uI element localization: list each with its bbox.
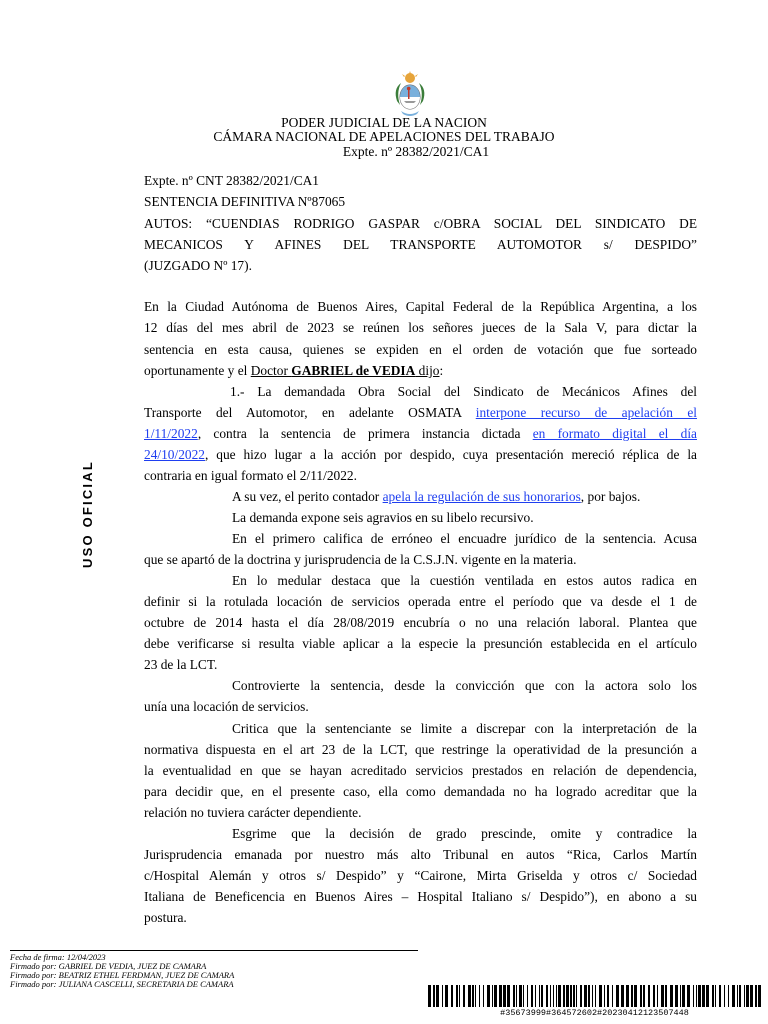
barcode-bar bbox=[675, 985, 678, 1007]
barcode-bar bbox=[523, 985, 524, 1007]
footer-divider bbox=[10, 950, 418, 951]
judge-name bbox=[251, 363, 440, 378]
judgment-link[interactable]: en formato digital el día bbox=[532, 426, 697, 441]
barcode-bar bbox=[595, 985, 596, 1007]
barcode-bar bbox=[463, 985, 465, 1007]
barcode-bar bbox=[516, 985, 517, 1007]
barcode-bar bbox=[535, 985, 536, 1007]
text-run: oportunamente y el bbox=[144, 363, 251, 378]
barcode-bar bbox=[479, 985, 480, 1007]
paragraph-line: Controvierte la sentencia, desde la convicción que con la actora solo los bbox=[232, 678, 697, 693]
barcode-text: #35673999#364572602#20230412123507448 bbox=[500, 1008, 689, 1018]
barcode-bar bbox=[494, 985, 497, 1007]
text-run: dijo bbox=[415, 363, 440, 378]
paragraph-line bbox=[232, 489, 640, 505]
barcode-bar bbox=[719, 985, 721, 1007]
paragraph-line: En el primero califica de erróneo el encuadre jurídico de la sentencia. Acusa bbox=[232, 531, 697, 546]
signature-date: Fecha de firma: 12/04/2023 bbox=[10, 952, 106, 962]
barcode-bar bbox=[539, 985, 540, 1007]
case-autos-line: AUTOS: “CUENDIAS RODRIGO GASPAR c/OBRA SOCIAL DEL SINDICATO DE bbox=[144, 216, 697, 231]
barcode-bar bbox=[531, 985, 533, 1007]
text-run: Doctor bbox=[250, 363, 292, 378]
text-run: Transporte del Automotor, en adelante OSMATA bbox=[144, 405, 476, 420]
barcode-bar bbox=[728, 985, 729, 1007]
barcode-bar bbox=[634, 985, 637, 1007]
barcode-bar bbox=[750, 985, 753, 1007]
case-sentencia: SENTENCIA DEFINITIVA Nº87065 bbox=[144, 194, 346, 209]
barcode-bar bbox=[631, 985, 633, 1007]
text-run: : bbox=[439, 363, 444, 378]
barcode-bar bbox=[661, 985, 664, 1007]
barcode-bar bbox=[724, 985, 725, 1007]
barcode-bar bbox=[755, 985, 757, 1007]
fees-appeal-link[interactable]: apela la regulación de sus honorarios bbox=[382, 489, 581, 504]
barcode-bar bbox=[687, 985, 690, 1007]
paragraph-line: sentencia en esta causa, quienes se expiden en el orden de votación que fue sorteado bbox=[144, 342, 697, 357]
barcode-bar bbox=[746, 985, 749, 1007]
barcode-bar bbox=[456, 985, 458, 1007]
barcode-bar bbox=[499, 985, 502, 1007]
barcode-bar bbox=[475, 985, 476, 1007]
paragraph-line: postura. bbox=[144, 910, 187, 925]
paragraph-line: La demanda expone seis agravios en su libelo recursivo. bbox=[232, 510, 534, 525]
text-run: A su vez, el perito contador bbox=[232, 489, 383, 504]
barcode-bar bbox=[584, 985, 587, 1007]
barcode-bar bbox=[580, 985, 582, 1007]
barcode-bar bbox=[563, 985, 565, 1007]
barcode-bar bbox=[546, 985, 548, 1007]
barcode-bar bbox=[436, 985, 439, 1007]
paragraph-line: Esgrime que la decisión de grado prescinde, omite y contradice la bbox=[232, 826, 697, 841]
barcode-bar bbox=[566, 985, 569, 1007]
barcode-bar bbox=[553, 985, 554, 1007]
barcode-bar bbox=[541, 985, 543, 1007]
text-run: , por bajos. bbox=[580, 489, 641, 504]
paragraph-line: debe verificarse si resulta viable aplicar a la especie la presunción establecida en el artículo bbox=[144, 636, 697, 651]
paragraph-line: 1.- La demandada Obra Social del Sindicato de Mecánicos Afines del bbox=[230, 384, 697, 399]
paragraph-line: que se apartó de la doctrina y jurisprudencia de la C.S.J.N. vigente en la materia. bbox=[144, 552, 577, 567]
barcode-bar bbox=[442, 985, 443, 1007]
barcode-bar bbox=[428, 985, 431, 1007]
barcode-bar bbox=[732, 985, 735, 1007]
barcode-bar bbox=[527, 985, 528, 1007]
barcode-bar bbox=[468, 985, 471, 1007]
paragraph-line: contraria en igual formato el 2/11/2022. bbox=[144, 468, 357, 483]
barcode-bar bbox=[702, 985, 705, 1007]
barcode-bar bbox=[653, 985, 655, 1007]
signature-line: Firmado por: BEATRIZ ETHEL FERDMAN, JUEZ DE CAMARA bbox=[10, 970, 235, 980]
paragraph-line bbox=[144, 426, 697, 442]
text-run: GABRIEL de VEDIA bbox=[291, 363, 416, 378]
paragraph-line: octubre de 2014 hasta el día 28/08/2019 encubría o no una relación laboral. Plantea que bbox=[144, 615, 697, 630]
paragraph-line: normativa dispuesta en el art 23 de la LCT, que restringe la operatividad de la presunción a bbox=[144, 742, 697, 757]
document-barcode bbox=[428, 985, 761, 1007]
paragraph-line: 12 días del mes abril de 2023 se reúnen los señores jueces de la Sala V, para dictar la bbox=[144, 320, 697, 335]
barcode-bar bbox=[698, 985, 701, 1007]
barcode-bar bbox=[483, 985, 484, 1007]
barcode-bar bbox=[507, 985, 510, 1007]
appeal-date-link[interactable]: 1/11/2022 bbox=[144, 426, 198, 441]
barcode-bar bbox=[758, 985, 761, 1007]
case-expte: Expte. nº CNT 28382/2021/CA1 bbox=[144, 173, 320, 188]
barcode-bar bbox=[451, 985, 453, 1007]
coat-of-arms-seal bbox=[389, 71, 431, 119]
paragraph-line: c/Hospital Alemán y otros s/ Despido” y “Cairone, Mirta Griselda y otros c/ Sociedad bbox=[144, 868, 697, 883]
judgment-date-link[interactable]: 24/10/2022 bbox=[144, 447, 206, 462]
header-court: CÁMARA NACIONAL DE APELACIONES DEL TRABAJO bbox=[213, 129, 555, 144]
paragraph-line: En la Ciudad Autónoma de Buenos Aires, Capital Federal de la República Argentina, a los bbox=[144, 299, 697, 314]
paragraph-line bbox=[144, 405, 697, 421]
barcode-bar bbox=[706, 985, 709, 1007]
barcode-bar bbox=[604, 985, 605, 1007]
barcode-bar bbox=[607, 985, 609, 1007]
barcode-bar bbox=[459, 985, 460, 1007]
barcode-bar bbox=[739, 985, 741, 1007]
barcode-bar bbox=[487, 985, 490, 1007]
barcode-bar bbox=[657, 985, 658, 1007]
barcode-bar bbox=[570, 985, 572, 1007]
barcode-bar bbox=[513, 985, 515, 1007]
signature-line: Firmado por: JULIANA CASCELLI, SECRETARIA DE CAMARA bbox=[10, 979, 234, 989]
barcode-bar bbox=[715, 985, 716, 1007]
paragraph-line: En lo medular destaca que la cuestión ventilada en estos autos radica en bbox=[232, 573, 697, 588]
case-juzgado: (JUZGADO Nº 17). bbox=[144, 258, 252, 273]
signature-line: Firmado por: GABRIEL DE VEDIA, JUEZ DE CAMARA bbox=[10, 961, 207, 971]
text-run: , contra la sentencia de primera instancia dictada bbox=[197, 426, 533, 441]
header-case-number: Expte. nº 28382/2021/CA1 bbox=[342, 144, 490, 159]
barcode-bar bbox=[592, 985, 593, 1007]
paragraph-line: Jurisprudencia emanada por nuestro más alto Tribunal en autos “Rica, Carlos Martín bbox=[144, 847, 697, 862]
barcode-bar bbox=[558, 985, 561, 1007]
barcode-bar bbox=[573, 985, 575, 1007]
paragraph-line: definir si la rotulada locación de servicios operada entre el período que va desde el 1 de bbox=[144, 594, 697, 609]
barcode-bar bbox=[556, 985, 557, 1007]
barcode-bar bbox=[680, 985, 681, 1007]
barcode-bar bbox=[550, 985, 551, 1007]
barcode-bar bbox=[712, 985, 714, 1007]
case-autos-line: MECANICOS Y AFINES DEL TRANSPORTE AUTOMOTOR s/ DESPIDO” bbox=[144, 237, 697, 252]
barcode-bar bbox=[612, 985, 613, 1007]
paragraph-line: unía una locación de servicios. bbox=[144, 699, 309, 714]
barcode-bar bbox=[503, 985, 506, 1007]
paragraph-line bbox=[144, 447, 697, 463]
barcode-bar bbox=[737, 985, 738, 1007]
barcode-bar bbox=[599, 985, 602, 1007]
barcode-bar bbox=[665, 985, 667, 1007]
barcode-bar bbox=[682, 985, 685, 1007]
barcode-bar bbox=[648, 985, 650, 1007]
barcode-bar bbox=[693, 985, 694, 1007]
paragraph-line: Critica que la sentenciante se limite a discrepar con la interpretación de la bbox=[232, 721, 697, 736]
barcode-bar bbox=[626, 985, 629, 1007]
barcode-bar bbox=[744, 985, 745, 1007]
barcode-bar bbox=[643, 985, 645, 1007]
barcode-bar bbox=[445, 985, 448, 1007]
barcode-bar bbox=[576, 985, 577, 1007]
barcode-bar bbox=[492, 985, 493, 1007]
barcode-bar bbox=[472, 985, 474, 1007]
barcode-bar bbox=[433, 985, 435, 1007]
barcode-bar bbox=[621, 985, 624, 1007]
barcode-bar bbox=[640, 985, 642, 1007]
paragraph-line: la eventualidad en que se hayan acreditado servicios prestados en relación de dependencia, bbox=[144, 763, 697, 778]
barcode-bar bbox=[696, 985, 697, 1007]
paragraph-line: relación no tuviera carácter dependiente. bbox=[144, 805, 362, 820]
text-run: , que hizo lugar a la acción por despido, cuya presentación mereció réplica de la bbox=[205, 447, 697, 462]
paragraph-line: Italiana de Beneficencia en Buenos Aires – Hospital Italiano s/ Despido”), en abono a su bbox=[144, 889, 697, 904]
appeal-link[interactable]: interpone recurso de apelación el bbox=[475, 405, 698, 420]
barcode-bar bbox=[519, 985, 522, 1007]
paragraph-line: para decidir que, en el presente caso, ella como demandada no ha logrado acreditar que la bbox=[144, 784, 697, 799]
paragraph-line: 23 de la LCT. bbox=[144, 657, 218, 672]
barcode-bar bbox=[588, 985, 590, 1007]
paragraph-line bbox=[144, 363, 443, 379]
barcode-bar bbox=[670, 985, 673, 1007]
header-institution: PODER JUDICIAL DE LA NACION bbox=[281, 115, 487, 130]
barcode-bar bbox=[616, 985, 619, 1007]
side-label-uso-oficial: USO OFICIAL bbox=[80, 460, 95, 568]
